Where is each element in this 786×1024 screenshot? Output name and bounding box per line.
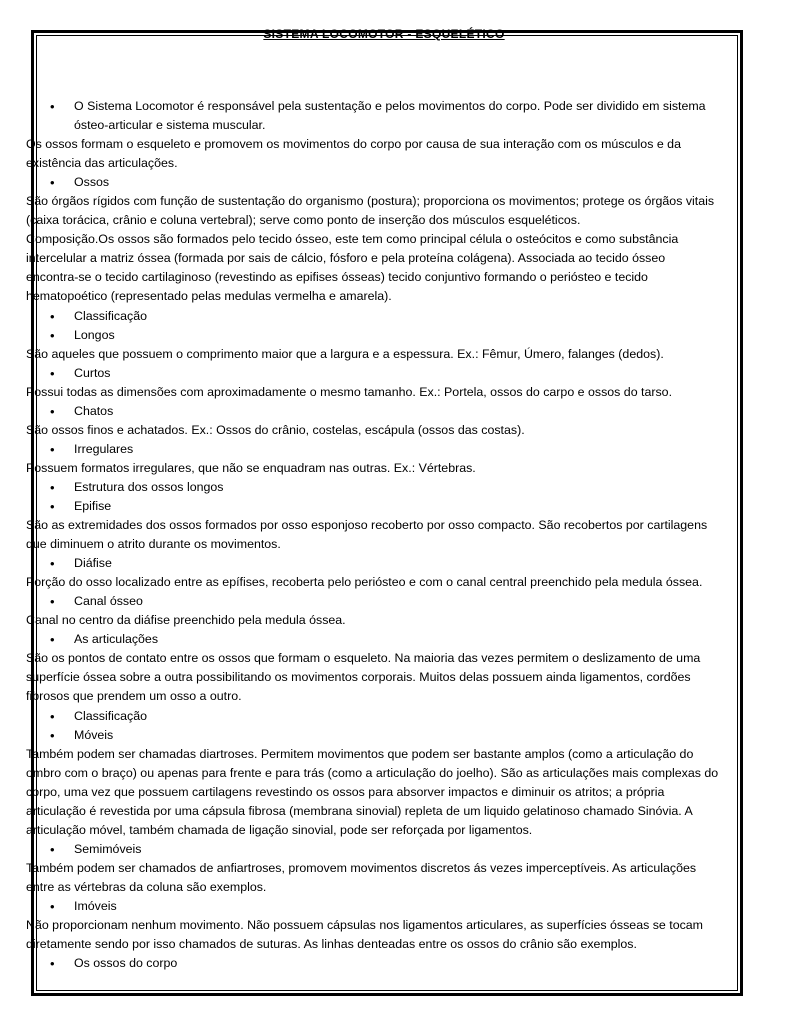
page-title: SISTEMA LOCOMOTOR - ESQUELÉTICO — [263, 27, 505, 41]
paragraph-line: intercelular a matriz óssea (formada por sais de cálcio, fósforo e pela proteína colágena). Associada ao tecido ósseo — [26, 251, 666, 266]
bullet-item: • Canal ósseo — [26, 592, 786, 611]
paragraph-line: superfície óssea sobre a outra possibilitando os movimentos corporais. Muitos delas possuem ainda ligamentos, cordões — [26, 670, 691, 685]
bullet-item: • Os ossos do corpo — [26, 954, 786, 973]
paragraph-line: Possui todas as dimensões com aproximadamente o mesmo tamanho. Ex.: Portela, ossos do carpo e ossos do tarso. — [26, 384, 673, 399]
bullet-item: • Epifise — [26, 497, 786, 516]
paragraph-line: articulação móvel, também chamada de ligação sinovial, pode ser reforçada por ligamentos. — [26, 822, 533, 837]
paragraph-line: Composição.Os ossos são formados pelo tecido ósseo, este tem como principal célula o osteócitos e como substância — [26, 232, 679, 247]
paragraph-line: que diminuem o atrito durante os movimentos. — [26, 537, 281, 552]
paragraph-line: São aqueles que possuem o comprimento maior que a largura e a espessura. Ex.: Fêmur, Úmero, falanges (dedos). — [26, 346, 664, 361]
paragraph-line: encontra-se o tecido cartilaginoso (revestindo as epifises ósseas) tecido conjuntivo formando o periósteo e tecido — [26, 270, 648, 285]
bullet-item: • Classificação — [26, 307, 786, 326]
paragraph-line: São órgãos rígidos com função de sustentação do organismo (postura); proporciona os movimentos; protege os órgãos vitais — [26, 194, 715, 209]
paragraph-line: São as extremidades dos ossos formados por osso esponjoso recoberto por osso compacto. São recobertos por cartilagens — [26, 518, 708, 533]
bullet-item: • Móveis — [26, 726, 786, 745]
bullet-item: • Semimóveis — [26, 840, 786, 859]
bullet-item: • Curtos — [26, 364, 786, 383]
bullet-item: • Ossos — [26, 173, 786, 192]
bullet-item: • Longos — [26, 326, 786, 345]
paragraph-line: Possuem formatos irregulares, que não se enquadram nas outras. Ex.: Vértebras. — [26, 460, 476, 475]
paragraph-line: fibrosos que prendem um osso a outro. — [26, 689, 242, 704]
paragraph-line: (caixa torácica, crânio e coluna vertebral); serve como ponto de inserção dos músculos esqueléticos. — [26, 213, 581, 228]
paragraph-line: existência das articulações. — [26, 156, 178, 171]
paragraph-line: entre as vértebras da coluna são exemplos. — [26, 879, 267, 894]
bullet-item: • Estrutura dos ossos longos — [26, 478, 786, 497]
bullet-item: • O Sistema Locomotor é responsável pela sustentação e pelos movimentos do corpo. Pode ser dividido em sistema — [26, 97, 786, 116]
paragraph-line: Canal no centro da diáfise preenchido pela medula óssea. — [26, 613, 346, 628]
paragraph-line: São os pontos de contato entre os ossos que formam o esqueleto. Na maioria das vezes permitem o deslizamento de uma — [26, 651, 701, 666]
paragraph-line: ósteo-articular e sistema muscular. — [74, 118, 266, 133]
paragraph-line: Também podem ser chamadas diartroses. Permitem movimentos que podem ser bastante amplos (como a articulação do — [26, 746, 694, 761]
bullet-item: • As articulações — [26, 630, 786, 649]
paragraph-line: Não proporcionam nenhum movimento. Não possuem cápsulas nos ligamentos articulares, as superfícies ósseas se tocam — [26, 918, 703, 933]
bullet-item: • Chatos — [26, 402, 786, 421]
paragraph-line: articulação é revestida por uma cápsula fibrosa (membrana sinovial) repleta de um liquido gelatinoso chamado Sinóvia. A — [26, 803, 693, 818]
paragraph-line: diretamente sendo por isso chamados de suturas. As linhas denteadas entre os ossos do crânio são exemplos. — [26, 937, 637, 952]
bullet-item: • Diáfise — [26, 554, 786, 573]
paragraph-line: São ossos finos e achatados. Ex.: Ossos do crânio, costelas, escápula (ossos das costas). — [26, 422, 525, 437]
paragraph-line: corpo, uma vez que possuem cartilagens revestindo os ossos para absorver impactos e diminuir os atritos; a própria — [26, 784, 665, 799]
paragraph-line: Porção do osso localizado entre as epífises, recoberta pelo periósteo e com o canal central preenchido pela medula óssea. — [26, 575, 703, 590]
bullet-item: • Imóveis — [26, 897, 786, 916]
paragraph-line: ombro com o braço) ou apenas para frente e para trás (como a articulação do joelho). São as articulações mais complexas do — [26, 765, 719, 780]
paragraph-line: Os ossos formam o esqueleto e promovem os movimentos do corpo por causa de sua interação com os músculos e da — [26, 137, 681, 152]
document-body — [26, 97, 786, 973]
paragraph-line: Também podem ser chamados de anfiartroses, promovem movimentos discretos ás vezes imperceptíveis. As articulações — [26, 860, 697, 875]
paragraph-line: hematopoético (representado pelas medulas vermelha e amarela). — [26, 289, 392, 304]
bullet-item: • Classificação — [26, 707, 786, 726]
bullet-item: • Irregulares — [26, 440, 786, 459]
